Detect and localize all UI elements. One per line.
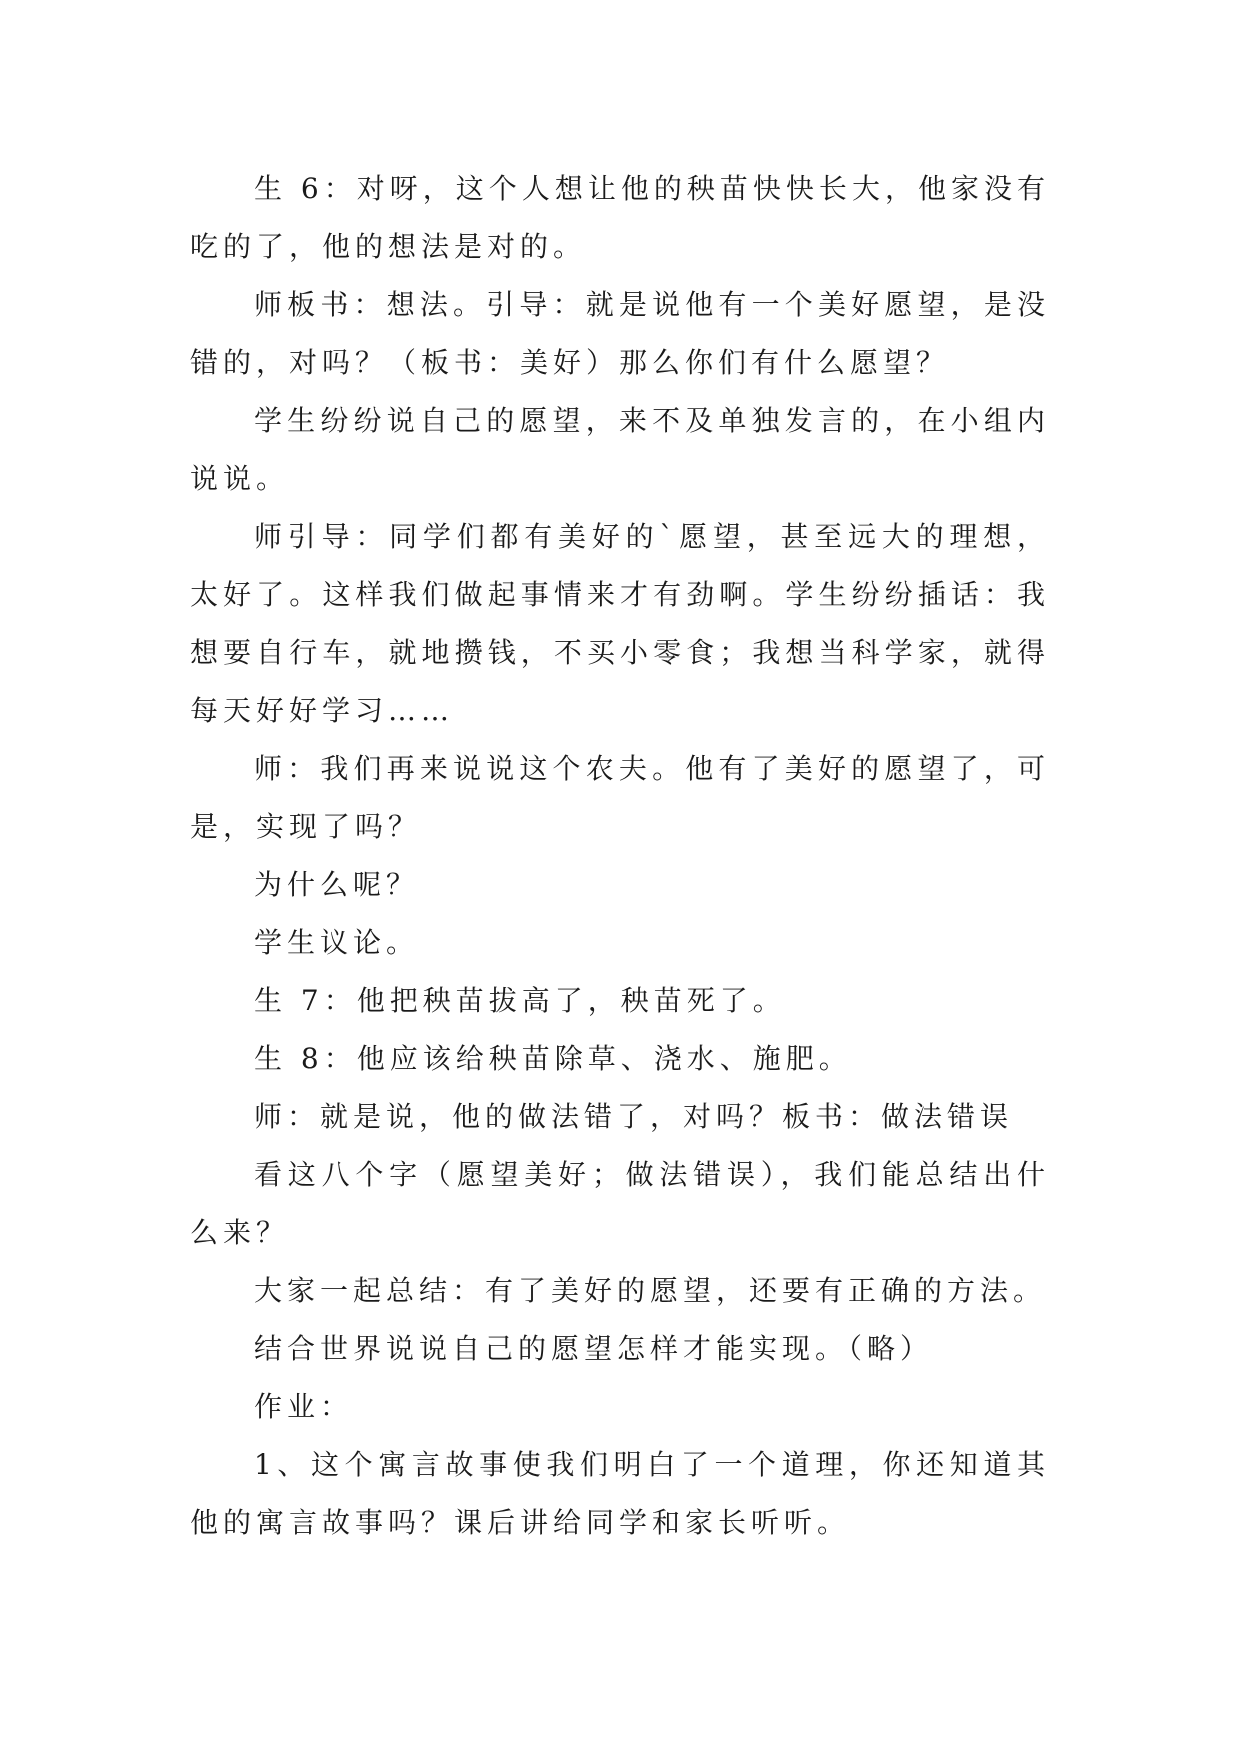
paragraph-teacher-farmer: 师：我们再来说说这个农夫。他有了美好的愿望了，可是，实现了吗？ bbox=[190, 752, 1050, 843]
paragraph-students-wishes: 学生纷纷说自己的愿望，来不及单独发言的，在小组内说说。 bbox=[190, 404, 1050, 495]
paragraph-teacher-board-idea: 师板书：想法。引导：就是说他有一个美好愿望，是没错的，对吗？（板书：美好）那么你们有什么愿望？ bbox=[190, 288, 1050, 379]
paragraph-teacher-wrong-method: 师：就是说，他的做法错了，对吗？板书：做法错误 bbox=[254, 1100, 1014, 1133]
paragraph-student7: 生 7：他把秧苗拔高了，秧苗死了。 bbox=[254, 984, 786, 1017]
paragraph-teacher-guide: 师引导：同学们都有美好的`愿望，甚至远大的理想，太好了。这样我们做起事情来才有劲啊。学生纷纷插话：我想要自行车，就地攒钱，不买小零食；我想当科学家，就得每天好好学习…… bbox=[190, 520, 1050, 727]
paragraph-student6: 生 6：对呀，这个人想让他的秧苗快快长大，他家没有吃的了，他的想法是对的。 bbox=[190, 172, 1050, 263]
paragraph-combine-world: 结合世界说说自己的愿望怎样才能实现。（略） bbox=[254, 1332, 934, 1365]
paragraph-eight-characters: 看这八个字（愿望美好；做法错误），我们能总结出什么来？ bbox=[190, 1158, 1050, 1249]
paragraph-homework-heading: 作业： bbox=[254, 1390, 354, 1423]
document-page bbox=[190, 160, 1050, 1552]
paragraph-student8: 生 8：他应该给秧苗除草、浇水、施肥。 bbox=[254, 1042, 852, 1075]
paragraph-homework-item-1: 1、这个寓言故事使我们明白了一个道理，你还知道其他的寓言故事吗？课后讲给同学和家长听听。 bbox=[190, 1448, 1050, 1539]
paragraph-why: 为什么呢？ bbox=[254, 868, 420, 901]
paragraph-discussion: 学生议论。 bbox=[254, 926, 420, 959]
paragraph-summary: 大家一起总结：有了美好的愿望，还要有正确的方法。 bbox=[254, 1274, 1047, 1307]
